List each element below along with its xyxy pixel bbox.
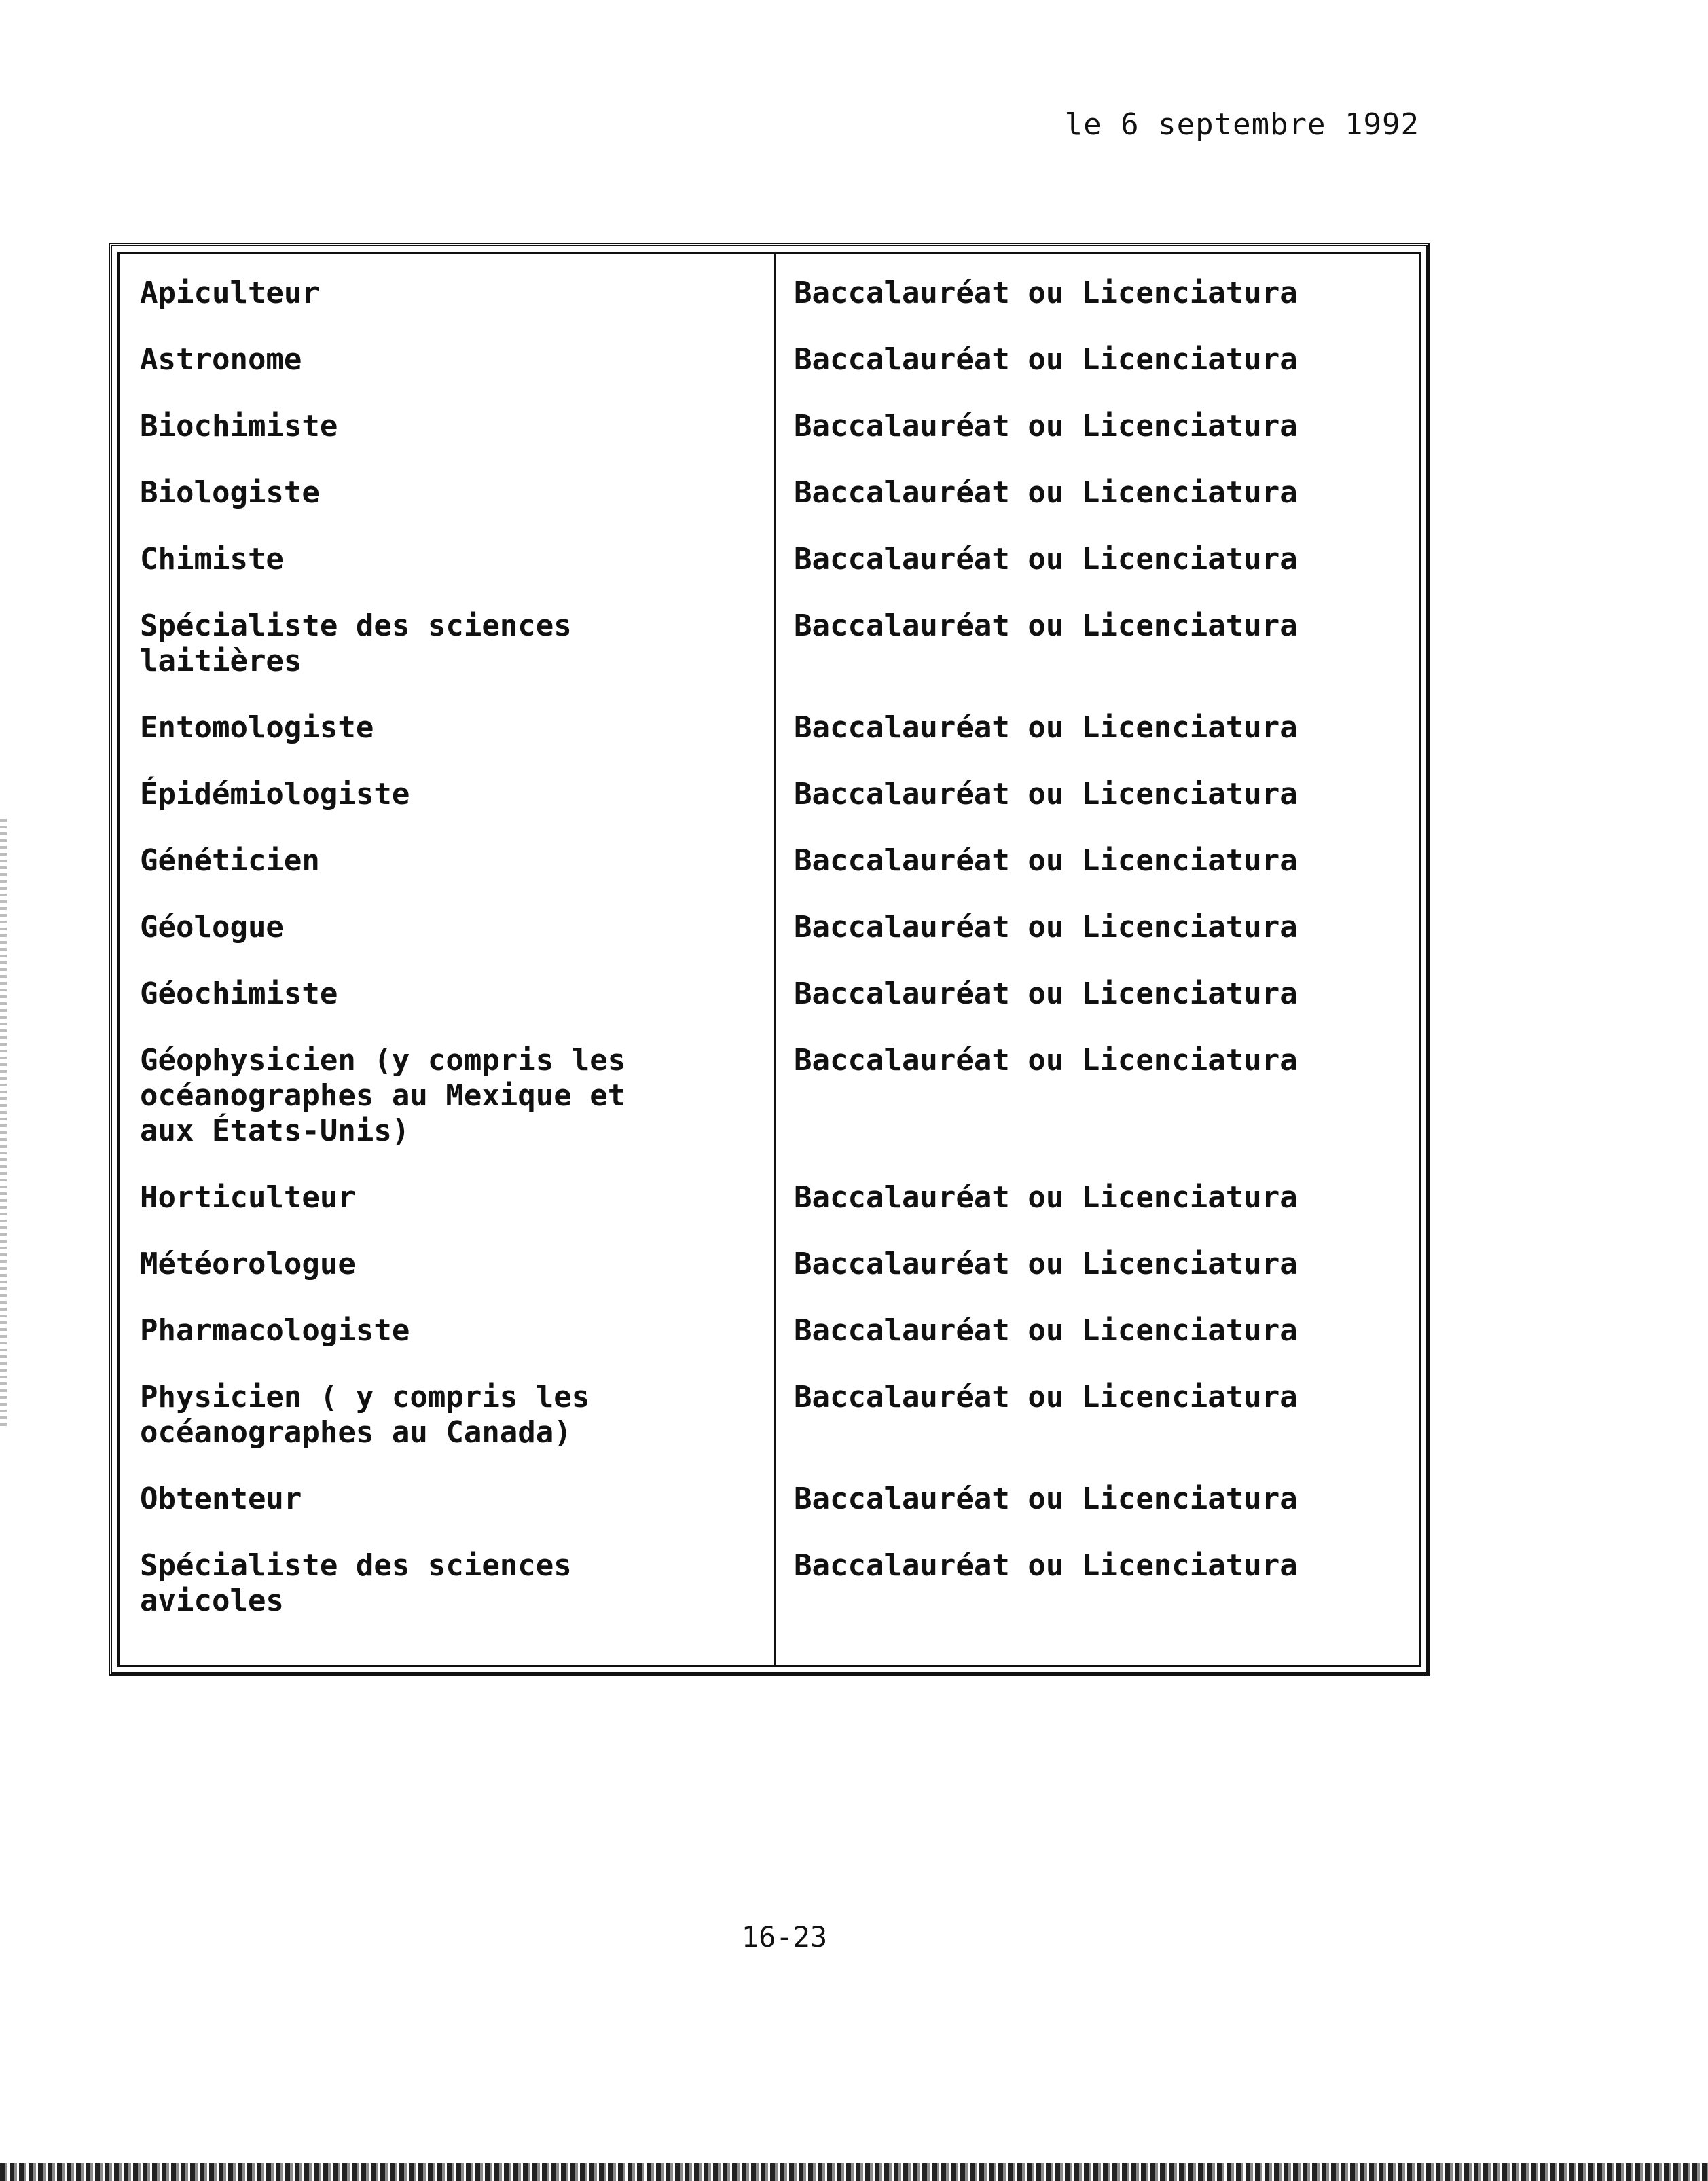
table-row (120, 1247, 1419, 1282)
degree-cell: Baccalauréat ou Licenciatura (794, 976, 1298, 1011)
table-row (120, 409, 1419, 444)
occupation-cell: Généticien (140, 843, 320, 878)
table-row (120, 1180, 1419, 1215)
occupation-cell: Épidémiologiste (140, 777, 410, 811)
table-row (120, 475, 1419, 511)
degree-cell: Baccalauréat ou Licenciatura (794, 276, 1298, 310)
table-row (120, 777, 1419, 812)
degree-cell: Baccalauréat ou Licenciatura (794, 777, 1298, 811)
table-row (120, 1380, 1419, 1450)
table-rows (120, 276, 1419, 1650)
occupation-cell: Météorologue (140, 1247, 356, 1281)
occupation-cell: Astronome (140, 342, 302, 377)
occupation-cell: Biochimiste (140, 409, 338, 443)
occupation-cell: Biologiste (140, 475, 320, 510)
occupation-cell: Géologue (140, 910, 284, 945)
occupation-cell: Physicien ( y compris les océanographes au Canada) (140, 1380, 590, 1450)
document-date: le 6 septembre 1992 (1064, 107, 1419, 142)
occupation-cell: Obtenteur (140, 1482, 302, 1516)
table-row (120, 1548, 1419, 1619)
table-row (120, 1313, 1419, 1349)
degree-cell: Baccalauréat ou Licenciatura (794, 1482, 1298, 1516)
occupation-cell: Entomologiste (140, 710, 374, 745)
table-row (120, 542, 1419, 577)
degree-cell: Baccalauréat ou Licenciatura (794, 542, 1298, 576)
table-inner-border (117, 252, 1421, 1667)
degree-cell: Baccalauréat ou Licenciatura (794, 1180, 1298, 1215)
occupation-cell: Chimiste (140, 542, 284, 576)
degree-cell: Baccalauréat ou Licenciatura (794, 1548, 1298, 1583)
occupation-cell: Apiculteur (140, 276, 320, 310)
table-row (120, 910, 1419, 945)
occupation-table (109, 243, 1430, 1676)
occupation-cell: Géophysicien (y compris les océanographes au Mexique et aux États-Unis) (140, 1043, 626, 1148)
degree-cell: Baccalauréat ou Licenciatura (794, 843, 1298, 878)
scan-bottom-edge (0, 2163, 1708, 2181)
table-row (120, 1482, 1419, 1517)
occupation-cell: Spécialiste des sciences laitières (140, 608, 572, 678)
scan-edge-artifact (0, 815, 7, 1426)
degree-cell: Baccalauréat ou Licenciatura (794, 475, 1298, 510)
table-row (120, 342, 1419, 378)
page-number: 16-23 (741, 1920, 828, 1954)
degree-cell: Baccalauréat ou Licenciatura (794, 910, 1298, 945)
degree-cell: Baccalauréat ou Licenciatura (794, 1043, 1298, 1078)
occupation-cell: Spécialiste des sciences avicoles (140, 1548, 572, 1618)
table-row (120, 1043, 1419, 1149)
degree-cell: Baccalauréat ou Licenciatura (794, 1313, 1298, 1348)
degree-cell: Baccalauréat ou Licenciatura (794, 710, 1298, 745)
occupation-cell: Pharmacologiste (140, 1313, 410, 1348)
degree-cell: Baccalauréat ou Licenciatura (794, 608, 1298, 643)
degree-cell: Baccalauréat ou Licenciatura (794, 1380, 1298, 1414)
occupation-cell: Géochimiste (140, 976, 338, 1011)
degree-cell: Baccalauréat ou Licenciatura (794, 1247, 1298, 1281)
occupation-cell: Horticulteur (140, 1180, 356, 1215)
degree-cell: Baccalauréat ou Licenciatura (794, 342, 1298, 377)
table-row (120, 710, 1419, 746)
table-row (120, 843, 1419, 879)
table-row (120, 276, 1419, 311)
degree-cell: Baccalauréat ou Licenciatura (794, 409, 1298, 443)
table-row (120, 608, 1419, 679)
table-row (120, 976, 1419, 1012)
